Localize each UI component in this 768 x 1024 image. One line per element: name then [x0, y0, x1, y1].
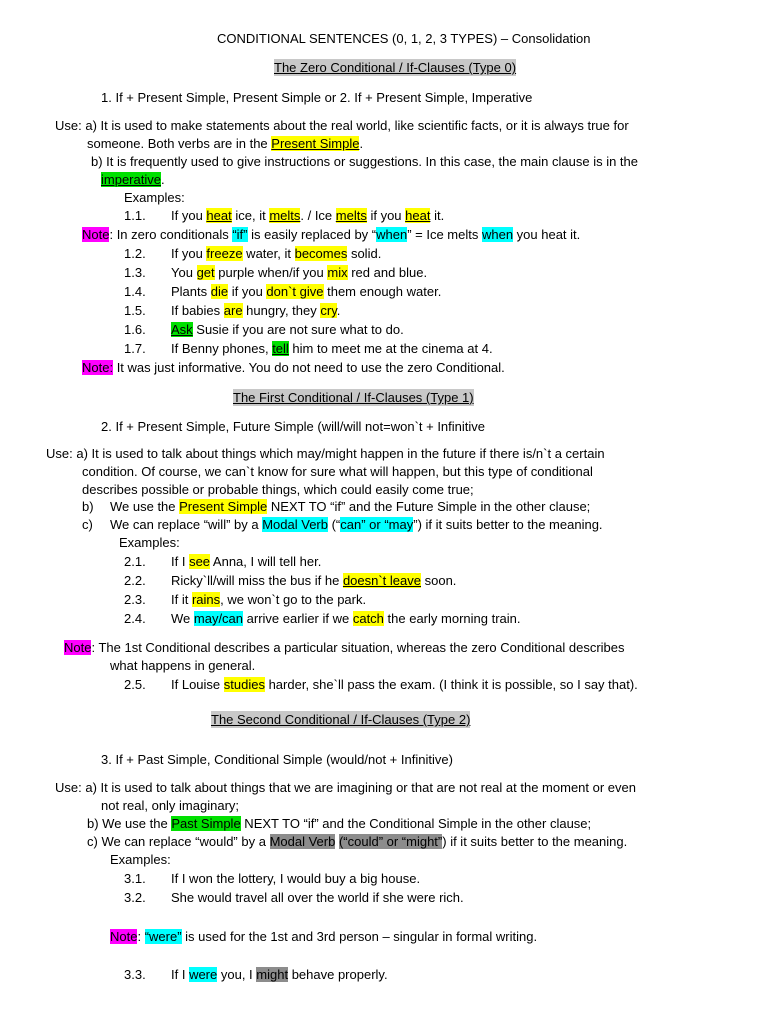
text-segment: If I [171, 967, 190, 982]
example-number: 3.3. [124, 967, 146, 982]
text-segment: soon. [421, 573, 457, 588]
first-examples-label: Examples: [119, 535, 180, 550]
zero-note-informative [82, 359, 505, 376]
highlighted-term: Modal Verb [269, 834, 336, 849]
highlighted-term: melts [335, 208, 367, 223]
first-note-line2: what happens in general. [110, 658, 256, 673]
first-use-a-line2: condition. Of course, we can`t know for sure what will happen, but this type of conditional [82, 464, 593, 479]
example-1-3 [124, 264, 427, 281]
highlighted-term: Past Simple [171, 816, 241, 831]
text-segment: ” = Ice melts [407, 227, 482, 242]
zero-structure: 1. If + Present Simple, Present Simple or 2. If + Present Simple, Imperative [101, 90, 533, 105]
highlighted-term: studies [223, 677, 265, 692]
note-label: Note: [82, 360, 114, 375]
text-segment: behave properly. [288, 967, 388, 982]
example-number: 1.4. [124, 284, 146, 299]
text-segment: b) [82, 499, 94, 514]
example-number: 2.5. [124, 677, 146, 692]
text-segment: : In zero conditionals [109, 227, 233, 242]
highlighted-term: were [189, 967, 218, 982]
text-segment: Anna, I will tell her. [210, 554, 322, 569]
example-1-7 [124, 340, 493, 357]
highlighted-term: tell [272, 341, 289, 356]
text-segment: them enough water. [323, 284, 442, 299]
note-label: Note [82, 227, 110, 242]
second-structure: 3. If + Past Simple, Conditional Simple (would/not + Infinitive) [101, 752, 453, 767]
second-conditional-heading: The Second Conditional / If-Clauses (Type 2) [211, 712, 471, 727]
highlighted-term: Modal Verb [262, 517, 328, 532]
text-segment: : [137, 929, 145, 944]
text-segment: harder, she`ll pass the exam. (I think it is possible, so I say that). [264, 677, 638, 692]
highlighted-term: becomes [294, 246, 348, 261]
first-use-a-line3: describes possible or probable things, which could easily come true; [82, 482, 474, 497]
text-segment: c) We can replace “would” by a [87, 834, 270, 849]
example-number: 1.3. [124, 265, 146, 280]
example-number: 1.7. [124, 341, 146, 356]
text-segment: arrive earlier if we [243, 611, 353, 626]
text-segment: hungry, they [242, 303, 321, 318]
text-segment: if you [228, 284, 267, 299]
example-2-1 [124, 553, 321, 570]
text-segment: you, I [217, 967, 257, 982]
text-segment: ice, it [231, 208, 270, 223]
highlighted-term: (“could” or “might” [338, 834, 443, 849]
text-segment: it. [430, 208, 445, 223]
first-conditional-heading: The First Conditional / If-Clauses (Type 1) [233, 390, 474, 405]
example-3-2 [124, 889, 464, 906]
text-segment: . [336, 303, 341, 318]
note-label: Note [64, 640, 92, 655]
text-segment: If I won the lottery, I would buy a big house. [171, 871, 421, 886]
example-2-2 [124, 572, 456, 589]
highlighted-term: can” or “may [340, 517, 414, 532]
first-structure: 2. If + Present Simple, Future Simple (will/will not=won`t + Infinitive [101, 419, 486, 434]
text-segment: NEXT TO “if” and the Future Simple in the other clause; [267, 499, 591, 514]
example-number: 2.4. [124, 611, 146, 626]
highlighted-term: see [189, 554, 211, 569]
text-segment: solid. [347, 246, 382, 261]
text-segment: You [171, 265, 197, 280]
highlighted-term: Ask [171, 322, 193, 337]
text-segment: We use the [110, 499, 180, 514]
text-segment: If Louise [171, 677, 224, 692]
text-segment: the early morning train. [383, 611, 521, 626]
text-segment: Susie if you are not sure what to do. [192, 322, 404, 337]
text-segment: If you [171, 208, 207, 223]
first-use-c [82, 516, 603, 533]
note-label: Note [110, 929, 138, 944]
text-segment: We can replace “will” by a [110, 517, 263, 532]
example-2-3 [124, 591, 366, 608]
second-use-c [87, 833, 627, 850]
highlighted-term: die [210, 284, 229, 299]
example-number: 1.1. [124, 208, 146, 223]
example-3-3 [124, 966, 388, 983]
text-segment: c) [82, 517, 93, 532]
highlighted-term: “were” [144, 929, 182, 944]
highlighted-term: when [376, 227, 408, 242]
highlighted-term: freeze [206, 246, 243, 261]
example-1-2 [124, 245, 381, 262]
highlighted-term: doesn`t leave [342, 573, 421, 588]
highlighted-term: don`t give [266, 284, 324, 299]
first-note-line1 [64, 639, 625, 656]
zero-use-b-line1: b) It is frequently used to give instructions or suggestions. In this case, the main clause is in the [91, 154, 639, 169]
highlighted-term: get [196, 265, 215, 280]
text-segment: It was just informative. You do not need to use the zero Conditional. [113, 360, 505, 375]
text-segment: . [359, 136, 364, 151]
example-3-1 [124, 870, 420, 887]
highlighted-term: may/can [193, 611, 244, 626]
text-segment: If you [171, 246, 207, 261]
zero-use-b-line2 [101, 171, 165, 188]
text-segment: , we won`t go to the park. [220, 592, 367, 607]
first-use-b [82, 498, 590, 515]
example-1-4 [124, 283, 441, 300]
text-segment: If Benny phones, [171, 341, 273, 356]
text-segment: . / Ice [300, 208, 336, 223]
example-2-5 [124, 676, 638, 693]
highlighted-term: heat [405, 208, 431, 223]
zero-use-a-line1: Use: a) It is used to make statements about the real world, like scientific facts, or it is always true for [55, 118, 629, 133]
highlighted-term: heat [206, 208, 232, 223]
text-segment: if you [366, 208, 406, 223]
highlighted-term: rains [191, 592, 221, 607]
document-title: CONDITIONAL SENTENCES (0, 1, 2, 3 TYPES) – Consolidation [217, 31, 591, 46]
text-segment: him to meet me at the cinema at 4. [288, 341, 493, 356]
text-segment: water, it [242, 246, 295, 261]
second-note [110, 928, 537, 945]
highlight-present-simple: Present Simple [271, 136, 360, 151]
text-segment: Ricky`ll/will miss the bus if he [171, 573, 343, 588]
highlighted-term: “if” [232, 227, 248, 242]
highlighted-term: catch [352, 611, 384, 626]
highlighted-term: cry [320, 303, 337, 318]
text-segment: (“ [327, 517, 341, 532]
text-segment: We [171, 611, 194, 626]
example-number: 2.2. [124, 573, 146, 588]
example-number: 3.2. [124, 890, 146, 905]
example-1-5 [124, 302, 340, 319]
example-number: 2.3. [124, 592, 146, 607]
second-use-a-line2: not real, only imaginary; [101, 798, 240, 813]
second-examples-label: Examples: [110, 852, 171, 867]
zero-examples-label: Examples: [124, 190, 185, 205]
text-segment: b) We use the [87, 816, 172, 831]
text-segment: ”) if it suits better to the meaning. [413, 517, 603, 532]
text-segment: She would travel all over the world if she were rich. [171, 890, 464, 905]
highlighted-term: mix [327, 265, 348, 280]
text-segment: is easily replaced by “ [247, 227, 377, 242]
text-segment: If it [171, 592, 192, 607]
text-segment: If babies [171, 303, 224, 318]
text-segment: ) if it suits better to the meaning. [442, 834, 628, 849]
text-segment: you heat it. [513, 227, 581, 242]
highlighted-term: Present Simple [179, 499, 268, 514]
example-2-4 [124, 610, 521, 627]
text-segment: If I [171, 554, 190, 569]
text-segment: someone. Both verbs are in the [87, 136, 272, 151]
highlighted-term: when [481, 227, 514, 242]
highlighted-term: might [256, 967, 289, 982]
zero-use-a-line2 [87, 135, 363, 152]
example-number: 1.5. [124, 303, 146, 318]
second-use-a-line1: Use: a) It is used to talk about things that we are imagining or that are not real at the moment or even [55, 780, 636, 795]
example-number: 1.2. [124, 246, 146, 261]
example-1-1 [124, 207, 444, 224]
highlight-imperative: imperative [101, 172, 161, 187]
text-segment: Plants [171, 284, 211, 299]
first-use-a-line1: Use: a) It is used to talk about things which may/might happen in the future if there is/n`t a certain [46, 446, 605, 461]
text-segment: purple when/if you [214, 265, 328, 280]
example-number: 3.1. [124, 871, 146, 886]
highlighted-term: are [223, 303, 243, 318]
zero-conditional-heading: The Zero Conditional / If-Clauses (Type 0) [274, 60, 517, 75]
zero-note-when [82, 226, 580, 243]
second-use-b [87, 815, 591, 832]
example-number: 2.1. [124, 554, 146, 569]
text-segment: NEXT TO “if” and the Conditional Simple in the other clause; [240, 816, 592, 831]
example-number: 1.6. [124, 322, 146, 337]
highlighted-term: melts [269, 208, 301, 223]
example-1-6 [124, 321, 404, 338]
text-segment: : The 1st Conditional describes a particular situation, whereas the zero Conditional describes [91, 640, 625, 655]
text-segment: red and blue. [347, 265, 428, 280]
text-segment: . [160, 172, 165, 187]
text-segment: is used for the 1st and 3rd person – singular in formal writing. [181, 929, 538, 944]
